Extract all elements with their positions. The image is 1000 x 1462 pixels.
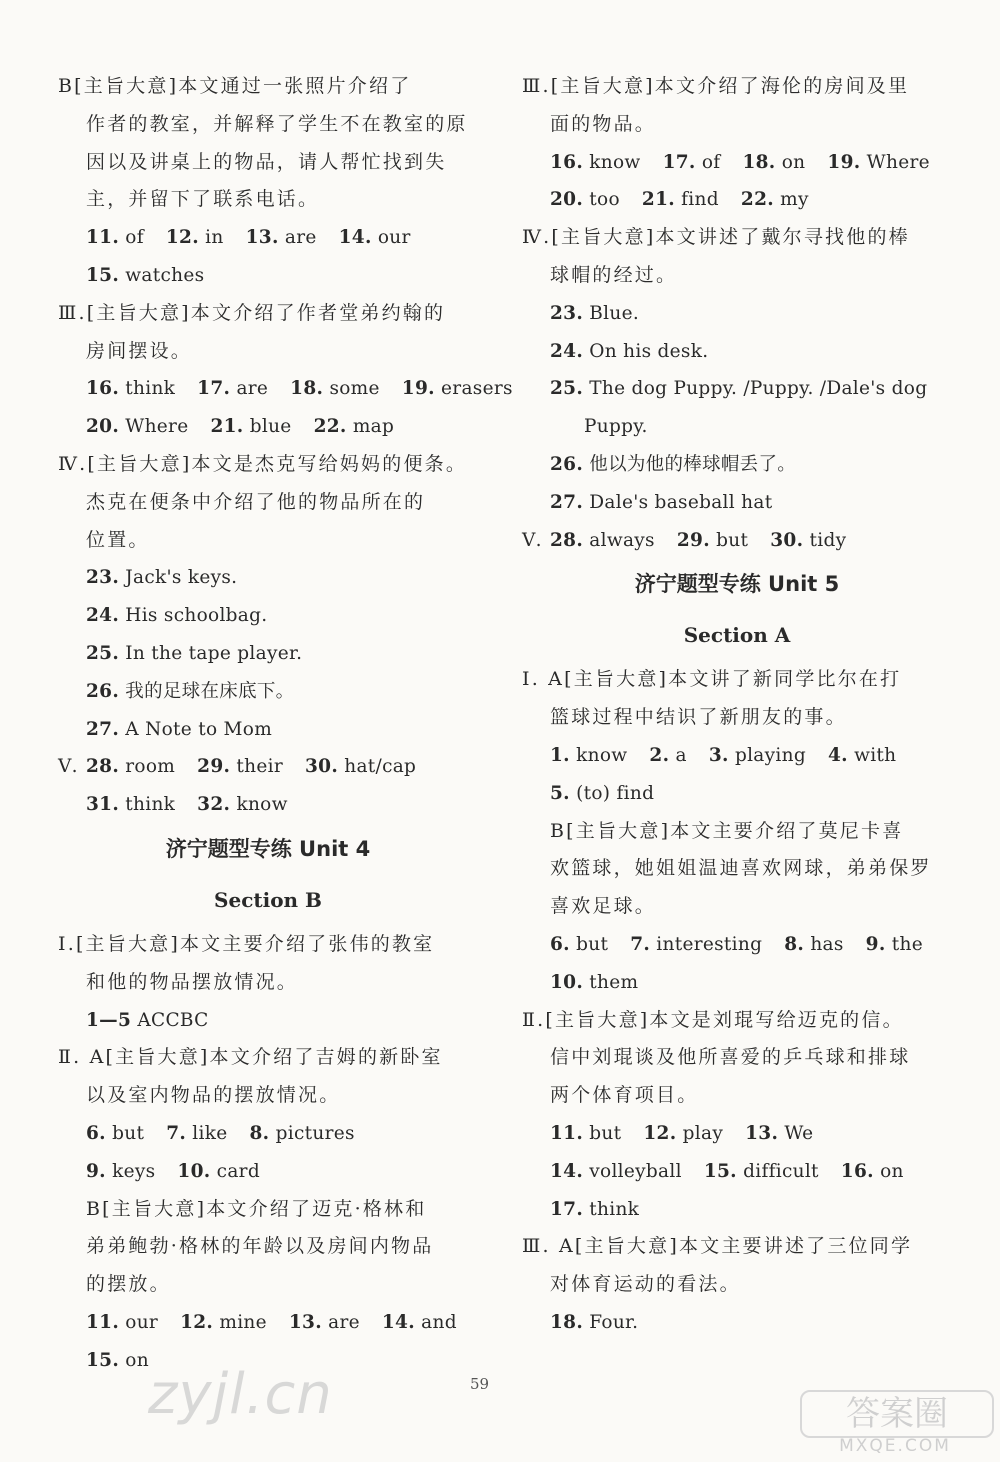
- answer-line: [58, 786, 478, 824]
- answer-line: [58, 711, 478, 749]
- answer-item: 25. The dog Puppy. /Puppy. /Dale's dog: [550, 378, 928, 400]
- answer-item: 9. the: [865, 933, 923, 955]
- answer-item: 15. difficult: [703, 1160, 819, 1182]
- section-title: 济宁题型专练 Unit 4: [165, 836, 371, 861]
- answer-item: 19. Where: [827, 151, 930, 173]
- answer-item: 31. think: [86, 794, 176, 816]
- answer-line: [522, 181, 952, 219]
- summary-line: 杰克在便条中介绍了他的物品所在的: [86, 490, 426, 513]
- answer-line: [522, 370, 952, 408]
- answer-line: [522, 295, 952, 333]
- summary-line: 两个体育项目。: [550, 1084, 699, 1107]
- summary-line: Ⅰ.[主旨大意]本文主要介绍了张伟的教室: [58, 932, 435, 955]
- answer-line: [58, 597, 478, 635]
- answer-item: 1. know: [550, 744, 628, 766]
- watermark-zyjl: zyjl.cn: [148, 1362, 333, 1427]
- question-group-number: Ⅴ.: [58, 756, 78, 778]
- answer-item: 20. too: [550, 189, 620, 211]
- answer-line: [58, 635, 478, 673]
- answer-line: [58, 1304, 478, 1342]
- answer-item: 18. Four.: [550, 1311, 639, 1333]
- answer-item: 26. 他以为他的棒球帽丢了。: [550, 453, 797, 475]
- answer-item: 4. with: [827, 744, 897, 766]
- answer-item: 17. are: [197, 378, 269, 400]
- watermark-mxqe-logo: 答案圈: [800, 1390, 994, 1438]
- answer-item: 12. play: [643, 1122, 724, 1144]
- answer-item: 7. like: [166, 1122, 228, 1144]
- answer-item: 23. Blue.: [550, 302, 640, 324]
- answer-item: 9. keys: [86, 1160, 156, 1182]
- answer-line: [58, 1115, 478, 1153]
- answer-item: 26. 我的足球在床底下。: [86, 680, 295, 702]
- answer-line: [522, 1153, 952, 1191]
- answer-line: [58, 1153, 478, 1191]
- answer-line: [522, 1191, 952, 1229]
- summary-line: Ⅲ.[主旨大意]本文介绍了海伦的房间及里: [522, 75, 910, 97]
- summary-line: Ⅰ. A[主旨大意]本文讲了新同学比尔在打: [522, 668, 902, 691]
- answer-item: 10. them: [550, 971, 639, 993]
- answer-item: 29. their: [197, 756, 283, 778]
- answer-item: 21. blue: [210, 416, 292, 438]
- answer-item: 20. Where: [86, 416, 189, 438]
- answer-item: 16. know: [550, 151, 641, 173]
- answer-line: [58, 257, 478, 295]
- answer-item: 32. know: [197, 794, 288, 816]
- answer-item: 24. His schoolbag.: [86, 605, 268, 627]
- summary-line: Ⅲ. A[主旨大意]本文主要讲述了三位同学: [522, 1235, 913, 1258]
- answer-item: 5. (to) find: [550, 782, 655, 804]
- summary-line: Ⅱ. A[主旨大意]本文介绍了吉姆的新卧室: [58, 1046, 443, 1069]
- answer-item: 16. on: [840, 1160, 904, 1182]
- answer-item: 8. pictures: [249, 1122, 355, 1144]
- summary-line: Ⅳ.[主旨大意]本文是杰克写给妈妈的便条。: [58, 452, 468, 475]
- answer-item: 14. our: [338, 227, 411, 249]
- answer-item: 21. find: [641, 189, 719, 211]
- answer-line: [522, 408, 952, 446]
- answer-line: [522, 484, 952, 522]
- summary-line: 以及室内物品的摆放情况。: [86, 1084, 341, 1107]
- summary-line: 作者的教室，并解释了学生不在教室的原: [86, 112, 468, 135]
- answer-item: 6. but: [86, 1122, 145, 1144]
- answer-line: [58, 559, 478, 597]
- answer-item: 17. of: [662, 151, 721, 173]
- summary-line: 信中刘琨谈及他所喜爱的乒乓球和排球: [550, 1046, 911, 1069]
- answer-item: 12. in: [165, 227, 224, 249]
- answer-line: [522, 446, 952, 484]
- answer-item: 27. Dale's baseball hat: [550, 491, 773, 513]
- question-group-number: Ⅴ.: [522, 529, 542, 551]
- answer-item: 30. tidy: [770, 529, 847, 551]
- answer-item: 24. On his desk.: [550, 340, 709, 362]
- answer-item: 15. watches: [86, 264, 205, 286]
- summary-line: Ⅲ.[主旨大意]本文介绍了作者堂弟约翰的: [58, 301, 446, 324]
- answer-item: 28. always: [550, 529, 655, 551]
- summary-line: 欢篮球，她姐姐温迪喜欢网球，弟弟保罗: [550, 857, 932, 880]
- answer-line: [58, 1002, 478, 1040]
- answer-line: [522, 522, 952, 560]
- answer-item: 7. interesting: [630, 933, 763, 955]
- watermark-mxqe: [800, 1390, 990, 1456]
- answer-item: 14. and: [381, 1311, 457, 1333]
- answer-item: 15. on: [86, 1349, 149, 1371]
- answer-line: [522, 333, 952, 371]
- section-subtitle: Section A: [683, 623, 791, 648]
- answer-item: 13. are: [245, 227, 317, 249]
- answer-item: 18. some: [290, 378, 380, 400]
- answer-item: 29. but: [676, 529, 749, 551]
- summary-line: 主，并留下了联系电话。: [86, 188, 320, 211]
- answer-item: 13. We: [745, 1122, 814, 1144]
- answer-item: 8. has: [784, 933, 844, 955]
- answer-item: 2. a: [649, 744, 687, 766]
- answer-item: 17. think: [550, 1198, 640, 1220]
- answer-line: [58, 219, 478, 257]
- answer-line: [522, 1304, 952, 1342]
- summary-line: 弟弟鲍勃·格林的年龄以及房间内物品: [86, 1235, 434, 1258]
- answer-line: [522, 775, 952, 813]
- summary-line: 对体育运动的看法。: [550, 1273, 741, 1296]
- summary-line: 因以及讲桌上的物品，请人帮忙找到失: [86, 150, 447, 173]
- answer-item: Puppy.: [584, 416, 648, 438]
- answer-item: 25. In the tape player.: [86, 642, 303, 664]
- right-column: [522, 68, 952, 1342]
- summary-line: 篮球过程中结识了新朋友的事。: [550, 706, 847, 729]
- summary-line: 房间摆设。: [86, 339, 193, 362]
- answer-item: 18. on: [742, 151, 806, 173]
- summary-line: Ⅳ.[主旨大意]本文讲述了戴尔寻找他的棒: [522, 226, 910, 249]
- section-title: 济宁题型专练 Unit 5: [634, 572, 840, 597]
- answer-item: 11. of: [86, 227, 144, 249]
- summary-line: 喜欢足球。: [550, 895, 657, 918]
- answer-item: 27. A Note to Mom: [86, 718, 273, 740]
- answer-item: 1—5 ACCBC: [86, 1009, 209, 1031]
- answer-item: 12. mine: [180, 1311, 267, 1333]
- answer-item: 30. hat/cap: [304, 756, 417, 778]
- answer-item: 3. playing: [708, 744, 806, 766]
- answer-item: 23. Jack's keys.: [86, 567, 238, 589]
- summary-line: 和他的物品摆放情况。: [86, 970, 299, 993]
- answer-item: 6. but: [550, 933, 609, 955]
- answer-line: [522, 144, 952, 182]
- summary-line: 位置。: [86, 528, 150, 551]
- answer-line: [522, 737, 952, 775]
- summary-line: 面的物品。: [550, 112, 657, 135]
- answer-item: 10. card: [177, 1160, 260, 1182]
- left-column: [58, 68, 513, 1380]
- answer-line: [58, 370, 513, 408]
- summary-line: Ⅱ.[主旨大意]本文是刘琨写给迈克的信。: [522, 1008, 904, 1031]
- summary-line: B[主旨大意]本文通过一张照片介绍了: [58, 75, 412, 97]
- section-subtitle: Section B: [214, 887, 322, 912]
- answer-item: 22. map: [313, 416, 395, 438]
- answer-item: 13. are: [288, 1311, 360, 1333]
- answer-line: [522, 926, 952, 964]
- answer-item: 11. but: [550, 1122, 622, 1144]
- summary-line: B[主旨大意]本文主要介绍了莫尼卡喜: [550, 819, 904, 842]
- answer-item: 11. our: [86, 1311, 159, 1333]
- answer-item: 19. erasers: [401, 378, 513, 400]
- answer-line: [522, 964, 952, 1002]
- summary-line: 的摆放。: [86, 1273, 171, 1296]
- summary-line: 球帽的经过。: [550, 263, 678, 286]
- answer-line: [58, 408, 478, 446]
- watermark-mxqe-url: MXQE.COM: [839, 1436, 951, 1456]
- page-number: 59: [470, 1375, 490, 1393]
- answer-item: 16. think: [86, 378, 176, 400]
- answer-line: [58, 673, 478, 711]
- answer-line: [522, 1115, 952, 1153]
- summary-line: B[主旨大意]本文介绍了迈克·格林和: [86, 1197, 427, 1220]
- answer-item: 28. room: [86, 756, 176, 778]
- answer-item: 14. volleyball: [550, 1160, 682, 1182]
- answer-line: [58, 748, 478, 786]
- answer-item: 22. my: [740, 189, 809, 211]
